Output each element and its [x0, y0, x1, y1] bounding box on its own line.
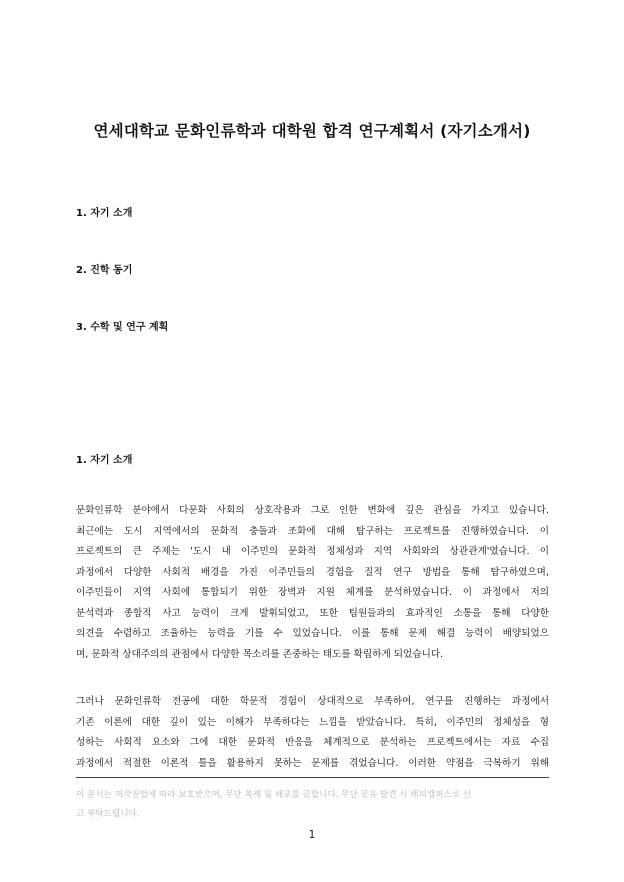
paragraph-line: 최근에는 도시 지역에서의 문화적 충돌과 조화에 대해 탐구하는 프로젝트를 진행하였습니다. 이 [76, 525, 549, 537]
paragraph-line: 며, 문화적 상대주의의 관점에서 다양한 목소리를 존중하는 태도를 확립하게 되었습니다. [76, 648, 444, 660]
paragraph-line: 그러나 문화인류학 전공에 대한 학문적 경험이 상대적으로 부족하여, 연구를 진행하는 과정에서 [76, 696, 549, 707]
toc-item-motivation: 2. 진학 동기 [76, 265, 133, 276]
toc-item-self-introduction: 1. 자기 소개 [76, 208, 133, 219]
paragraph-line: 분석력과 종합적 사고 능력이 크게 발휘되었고, 또한 팀원들과의 효과적인 소통을 통해 다양한 [76, 607, 549, 619]
copyright-notice [76, 786, 549, 824]
paragraph-line: 기존 이론에 대한 깊이 있는 이해가 부족하다는 느낌을 받았습니다. 특히, 이주민의 정체성을 형 [76, 716, 549, 728]
paragraph-line: 과정에서 다양한 사회적 배경을 가진 이주민들의 경험을 질적 연구 방법을 통해 탐구하였으며, [76, 566, 549, 578]
document-title: 연세대학교 문화인류학과 대학원 합격 연구계획서 (자기소개서) [93, 122, 531, 140]
paragraph-line: 문화인류학 분야에서 다문화 사회의 상호작용과 그로 인한 변화에 깊은 관심을 가지고 있습니다. [76, 505, 549, 516]
paragraph-line: 의견을 수렴하고 조율하는 능력을 기를 수 있었습니다. 이를 통해 문제 해결 능력이 배양되었으 [76, 628, 549, 639]
footer-divider [76, 777, 549, 778]
toc-item-study-plan: 3. 수학 및 연구 계획 [76, 322, 169, 333]
copyright-notice-line: 이 문서는 저작권법에 따라 보호받으며, 무단 복제 및 배포를 금합니다. 무단 공유 발견 시 해피캠퍼스로 신 [76, 790, 472, 800]
copyright-notice-line: 고 부탁드립니다. [76, 809, 140, 819]
paragraph-line: 프로젝트의 큰 주제는 '도시 내 이주민의 문화적 정체성과 지역 사회와의 상관관계'였습니다. 이 [76, 546, 549, 557]
paragraph-self-introduction [76, 501, 549, 665]
section-heading: 1. 자기 소개 [76, 455, 133, 466]
paragraph-line: 과정에서 적절한 이론적 틀을 활용하지 못하는 문제를 겪었습니다. 이러한 약점을 극복하기 위해 [76, 757, 549, 769]
paragraph-line: 이주민들이 지역 사회에 통합되기 위한 장벽과 지원 체계를 분석하였습니다. 이 과정에서 저의 [76, 587, 549, 598]
paragraph-line: 성하는 사회적 요소와 그에 대한 문화적 반응을 체계적으로 분석하는 프로젝트에서는 자료 수집 [76, 737, 549, 748]
paragraph-weakness [76, 692, 549, 774]
page-number: 1 [308, 828, 316, 841]
